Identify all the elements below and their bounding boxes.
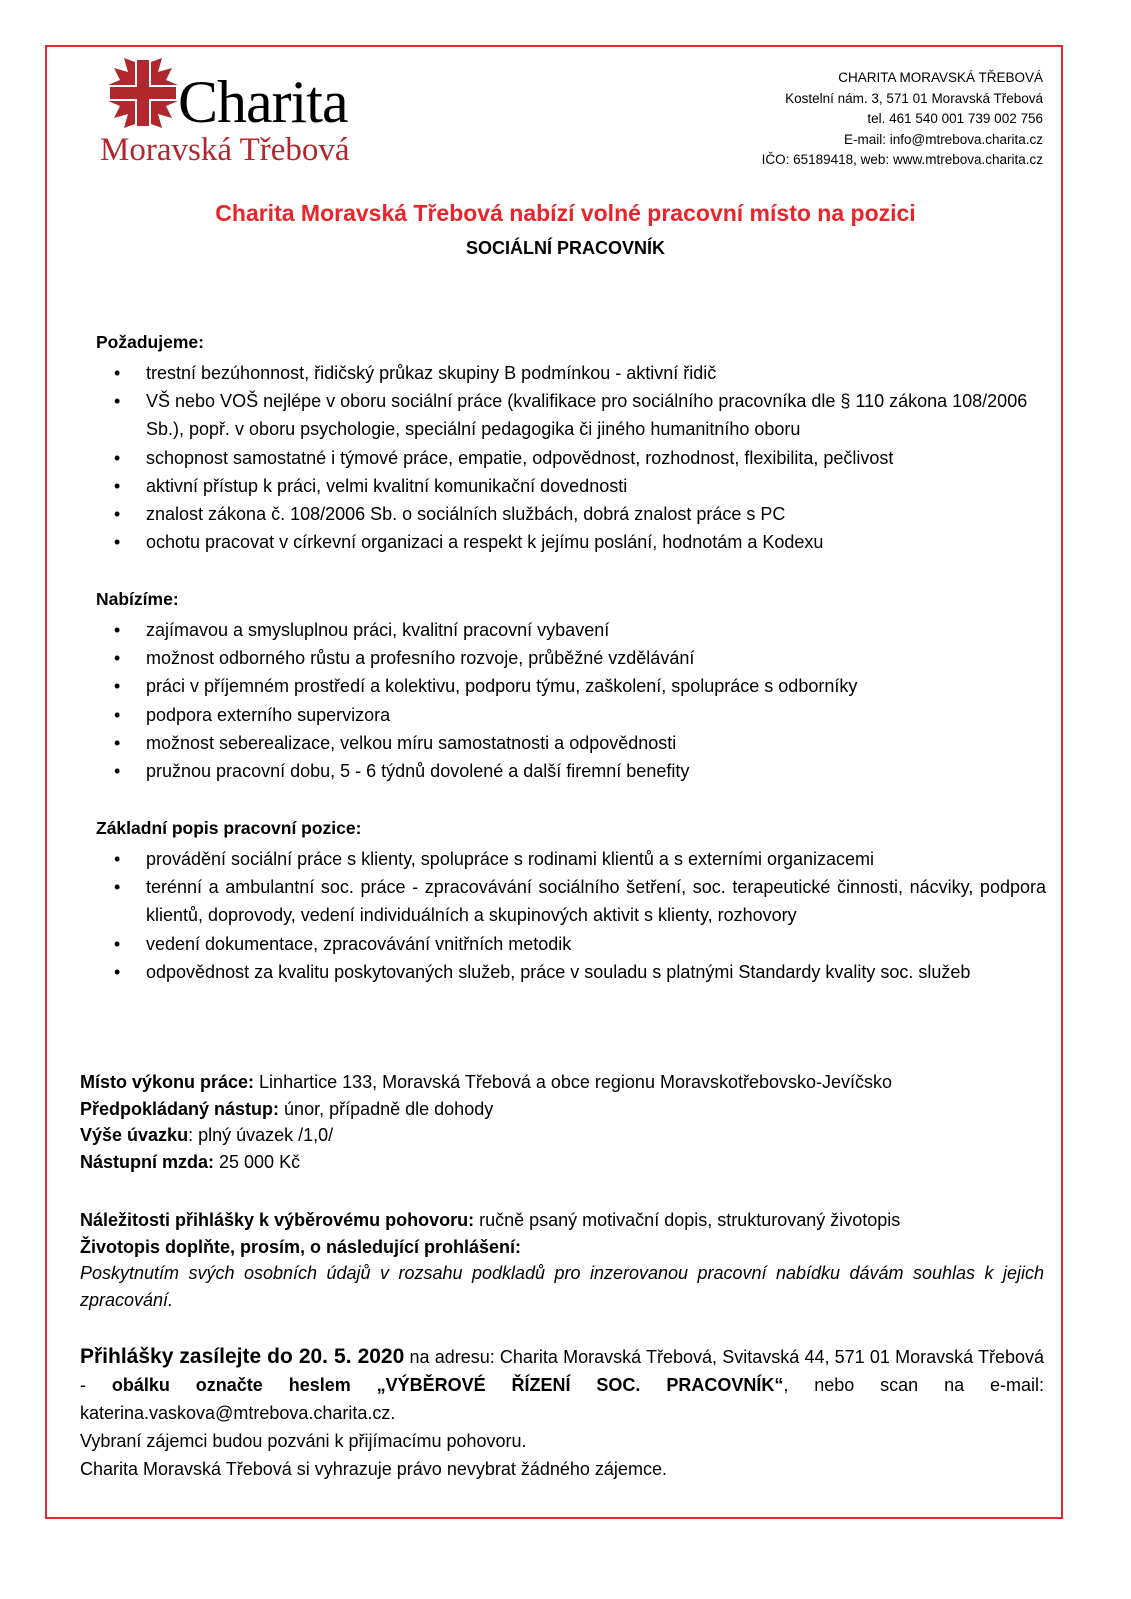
application-req-value: ručně psaný motivační dopis, strukturovaný životopis: [474, 1210, 901, 1230]
contact-email: E-mail: info@mtrebova.charita.cz: [843, 131, 1043, 147]
info-start-value: únor, případně dle dohody: [279, 1098, 494, 1119]
info-salary: [80, 1149, 1044, 1176]
offer-list: [96, 616, 1046, 785]
list-item: • provádění sociální práce s klienty, spolupráce s rodinami klientů a s externími organizacemi: [96, 845, 1046, 873]
requirements-list: [96, 359, 1046, 556]
requirements-section: [96, 328, 1046, 556]
logo-subtitle: Moravská Třebová: [100, 132, 350, 168]
offer-section: [96, 585, 1046, 785]
requirements-title: Požadujeme:: [96, 332, 204, 352]
info-salary-label: Nástupní mzda:: [80, 1151, 215, 1172]
application-cv-label: Životopis doplňte, prosím, o následující prohlášení:: [80, 1236, 522, 1257]
contact-tel: tel. 461 540 001 739 002 756: [867, 111, 1043, 126]
list-item: • odpovědnost za kvalitu poskytovaných služeb, práce v souladu s platnými Standardy kvality soc. služeb: [96, 958, 1046, 986]
job-info: [80, 1069, 1044, 1175]
list-item: • VŠ nebo VOŠ nejlépe v oboru sociální práce (kvalifikace pro sociálního pracovníka dle § 110 zákona 108/2006 Sb.), popř. v oboru psychologie, speciální pedagogika či jiného humanitního oboru: [96, 387, 1046, 443]
info-load-value: : plný úvazek /1,0/: [188, 1125, 334, 1145]
submission-envelope: obálku označte heslem „VÝBĚROVÉ ŘÍZENÍ SOC. PRACOVNÍK“: [111, 1375, 784, 1395]
application-requirements: [80, 1207, 1044, 1313]
application-consent: Poskytnutím svých osobních údajů v rozsahu podkladů pro inzerovanou pracovní nabídku dávám souhlas k jejich zpracování.: [80, 1263, 1044, 1310]
description-title: Základní popis pracovní pozice:: [96, 818, 362, 838]
info-start: [80, 1096, 1044, 1123]
contact-org: CHARITA MORAVSKÁ TŘEBOVÁ: [838, 70, 1043, 85]
contact-block: [762, 68, 1043, 171]
submission-info: [80, 1343, 1044, 1483]
list-item: • možnost seberealizace, velkou míru samostatnosti a odpovědnosti: [96, 729, 1046, 757]
submission-reserve: Charita Moravská Třebová si vyhrazuje právo nevybrat žádného zájemce.: [80, 1459, 667, 1479]
position-title: SOCIÁLNÍ PRACOVNÍK: [465, 238, 665, 258]
submission-paragraph: [80, 1343, 1044, 1427]
application-cv: [80, 1234, 1044, 1261]
logo-wordmark: Charita: [178, 69, 348, 135]
list-item: • aktivní přístup k práci, velmi kvalitní komunikační dovednosti: [96, 472, 1046, 500]
application-req-label: Náležitosti přihlášky k výběrovému pohovoru:: [80, 1210, 475, 1230]
submission-address: na adresu: Charita Moravská Třebová, Svitavská 44, 571 01 Moravská Třebová -: [80, 1347, 1045, 1395]
charita-cross-icon: [108, 58, 178, 128]
description-list: [96, 845, 1046, 986]
charita-logo: [100, 58, 350, 173]
submission-scan: , nebo scan na e-mail: katerina.vaskova@mtrebova.charita.cz.: [80, 1375, 1045, 1423]
info-start-label: Předpokládaný nástup:: [80, 1098, 280, 1119]
description-section: [96, 814, 1046, 986]
info-place: [80, 1069, 1044, 1096]
contact-ico-web: IČO: 65189418, web: www.mtrebova.charita.cz: [761, 152, 1043, 167]
list-item: • práci v příjemném prostředí a kolektivu, podporu týmu, zaškolení, spolupráce s odborníky: [96, 672, 1046, 700]
info-place-label: Místo výkonu práce:: [80, 1072, 255, 1092]
contact-address: Kostelní nám. 3, 571 01 Moravská Třebová: [785, 90, 1043, 106]
list-item: • zajímavou a smysluplnou práci, kvalitní pracovní vybavení: [96, 616, 1046, 644]
submission-invite: Vybraní zájemci budou pozváni k přijímacímu pohovoru.: [80, 1431, 527, 1451]
application-req: [80, 1207, 1044, 1234]
list-item: • schopnost samostatné i týmové práce, empatie, odpovědnost, rozhodnost, flexibilita, pečlivost: [96, 444, 1046, 472]
submission-deadline: Přihlášky zasílejte do 20. 5. 2020: [80, 1345, 405, 1368]
info-salary-value: 25 000 Kč: [214, 1151, 301, 1172]
list-item: • pružnou pracovní dobu, 5 - 6 týdnů dovolené a další firemní benefity: [96, 757, 1046, 785]
page-title: Charita Moravská Třebová nabízí volné pracovní místo na pozici: [215, 200, 916, 226]
list-item: • podpora externího supervizora: [96, 701, 1046, 729]
info-place-value: Linhartice 133, Moravská Třebová a obce regionu Moravskotřebovsko-Jevíčsko: [254, 1072, 893, 1092]
list-item: • ochotu pracovat v církevní organizaci a respekt k jejímu poslání, hodnotám a Kodexu: [96, 528, 1046, 556]
list-item: • znalost zákona č. 108/2006 Sb. o sociálních službách, dobrá znalost práce s PC: [96, 500, 1046, 528]
list-item: • vedení dokumentace, zpracovávání vnitřních metodik: [96, 930, 1046, 958]
list-item: • terénní a ambulantní soc. práce - zpracovávání sociálního šetření, soc. terapeutické činnosti, nácviky, podpora klientů, doprovody, vedení individuálních a skupinových aktivit s klienty, rozhovory: [96, 873, 1046, 929]
info-load-label: Výše úvazku: [80, 1125, 189, 1145]
list-item: • trestní bezúhonnost, řidičský průkaz skupiny B podmínkou - aktivní řidič: [96, 359, 1046, 387]
offer-title: Nabízíme:: [96, 589, 179, 609]
list-item: • možnost odborného růstu a profesního rozvoje, průběžné vzdělávání: [96, 644, 1046, 672]
info-load: [80, 1122, 1044, 1149]
